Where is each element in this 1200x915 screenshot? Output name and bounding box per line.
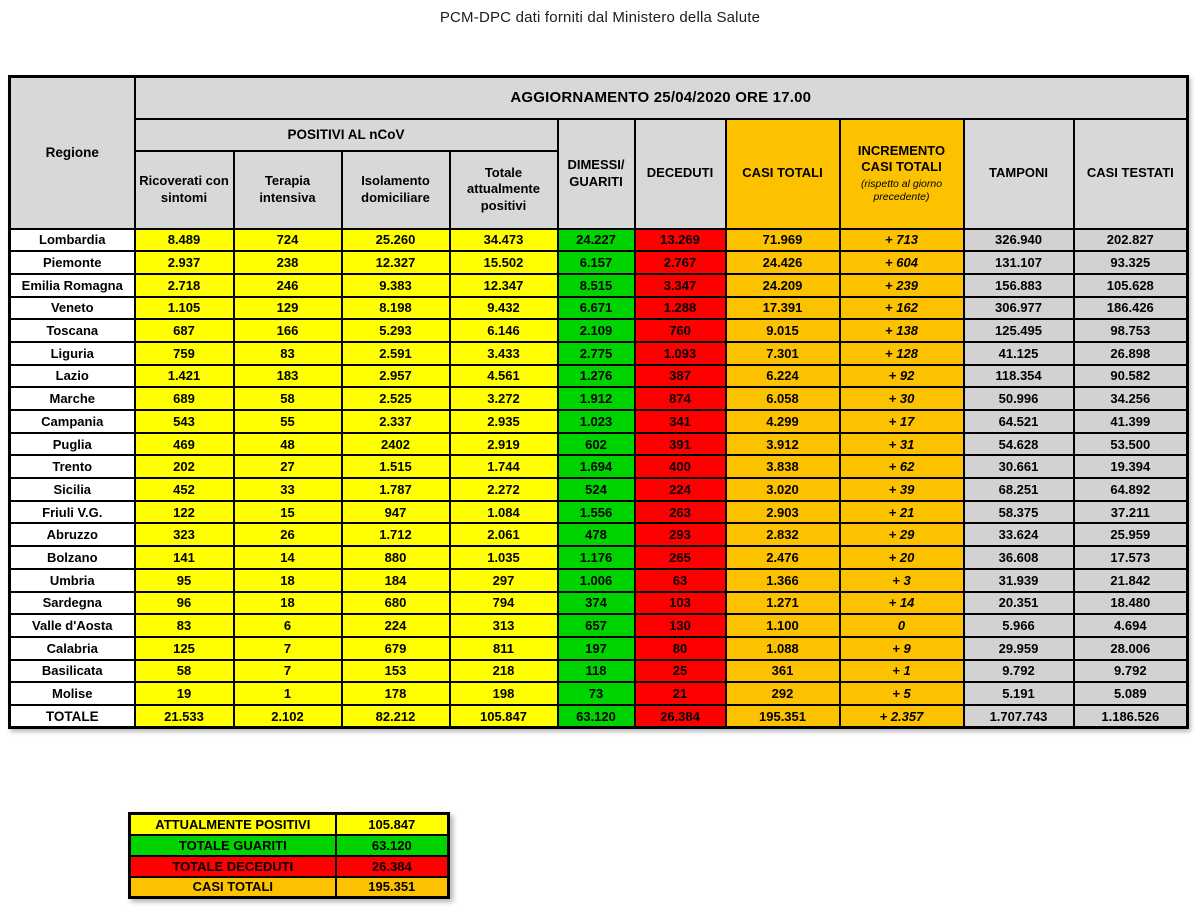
table-row <box>10 410 1188 433</box>
value-cell: 724 <box>234 229 342 252</box>
col-header-ricoverati: Ricoverati con sintomi <box>135 151 234 229</box>
value-cell: 21 <box>635 682 726 705</box>
value-cell: 33.624 <box>964 523 1074 546</box>
value-cell: 198 <box>450 682 558 705</box>
value-cell: + 2.357 <box>840 705 964 728</box>
value-cell: 25.959 <box>1074 523 1188 546</box>
value-cell: 5.191 <box>964 682 1074 705</box>
value-cell: 184 <box>342 569 450 592</box>
value-cell: 6.146 <box>450 319 558 342</box>
region-cell: Piemonte <box>10 251 135 274</box>
value-cell: 323 <box>135 523 234 546</box>
total-row <box>10 705 1188 728</box>
value-cell: 2.476 <box>726 546 840 569</box>
value-cell: 130 <box>635 614 726 637</box>
value-cell: 14 <box>234 546 342 569</box>
region-cell: Puglia <box>10 433 135 456</box>
value-cell: 6.224 <box>726 365 840 388</box>
value-cell: 129 <box>234 297 342 320</box>
region-cell: Abruzzo <box>10 523 135 546</box>
value-cell: 2.109 <box>558 319 635 342</box>
value-cell: 0 <box>840 614 964 637</box>
region-cell: Sardegna <box>10 592 135 615</box>
region-cell: Emilia Romagna <box>10 274 135 297</box>
value-cell: 3.272 <box>450 387 558 410</box>
value-cell: 122 <box>135 501 234 524</box>
value-cell: 54.628 <box>964 433 1074 456</box>
legend-label: CASI TOTALI <box>130 877 336 898</box>
region-cell: Umbria <box>10 569 135 592</box>
value-cell: 71.969 <box>726 229 840 252</box>
legend-row <box>130 814 449 835</box>
value-cell: 400 <box>635 455 726 478</box>
value-cell: 2.919 <box>450 433 558 456</box>
value-cell: 794 <box>450 592 558 615</box>
value-cell: 293 <box>635 523 726 546</box>
legend-body <box>130 814 449 898</box>
value-cell: 1.035 <box>450 546 558 569</box>
table-row <box>10 523 1188 546</box>
value-cell: 524 <box>558 478 635 501</box>
value-cell: + 128 <box>840 342 964 365</box>
col-header-isolamento: Isolamento domiciliare <box>342 151 450 229</box>
value-cell: 202 <box>135 455 234 478</box>
value-cell: 5.089 <box>1074 682 1188 705</box>
value-cell: 1.023 <box>558 410 635 433</box>
value-cell: 15.502 <box>450 251 558 274</box>
value-cell: + 29 <box>840 523 964 546</box>
covid-data-table <box>8 75 1189 729</box>
value-cell: 118.354 <box>964 365 1074 388</box>
legend-label: ATTUALMENTE POSITIVI <box>130 814 336 835</box>
value-cell: + 21 <box>840 501 964 524</box>
value-cell: 759 <box>135 342 234 365</box>
value-cell: 6.671 <box>558 297 635 320</box>
region-column-header: Regione <box>10 77 135 229</box>
value-cell: 178 <box>342 682 450 705</box>
value-cell: 50.996 <box>964 387 1074 410</box>
value-cell: 679 <box>342 637 450 660</box>
value-cell: 83 <box>234 342 342 365</box>
value-cell: 58 <box>135 660 234 683</box>
table-row <box>10 569 1188 592</box>
value-cell: 1.744 <box>450 455 558 478</box>
value-cell: 26 <box>234 523 342 546</box>
value-cell: + 3 <box>840 569 964 592</box>
value-cell: 263 <box>635 501 726 524</box>
value-cell: 24.426 <box>726 251 840 274</box>
col-header-totale-positivi: Totale attualmente positivi <box>450 151 558 229</box>
value-cell: 18 <box>234 592 342 615</box>
legend-row <box>130 877 449 898</box>
value-cell: 202.827 <box>1074 229 1188 252</box>
region-cell: Valle d'Aosta <box>10 614 135 637</box>
value-cell: 1.006 <box>558 569 635 592</box>
value-cell: 48 <box>234 433 342 456</box>
value-cell: 687 <box>135 319 234 342</box>
value-cell: 8.198 <box>342 297 450 320</box>
value-cell: + 31 <box>840 433 964 456</box>
value-cell: 30.661 <box>964 455 1074 478</box>
legend-label: TOTALE GUARITI <box>130 835 336 856</box>
value-cell: 326.940 <box>964 229 1074 252</box>
value-cell: + 1 <box>840 660 964 683</box>
value-cell: 1.100 <box>726 614 840 637</box>
value-cell: 5.966 <box>964 614 1074 637</box>
value-cell: 63 <box>635 569 726 592</box>
table-row <box>10 592 1188 615</box>
page-title: PCM-DPC dati forniti dal Ministero della Salute <box>439 9 761 26</box>
value-cell: 3.433 <box>450 342 558 365</box>
col-header-terapia-intensiva: Terapia intensiva <box>234 151 342 229</box>
value-cell: 657 <box>558 614 635 637</box>
value-cell: 1.105 <box>135 297 234 320</box>
value-cell: 34.256 <box>1074 387 1188 410</box>
value-cell: 33 <box>234 478 342 501</box>
value-cell: 374 <box>558 592 635 615</box>
value-cell: 9.432 <box>450 297 558 320</box>
value-cell: 2.957 <box>342 365 450 388</box>
table-row <box>10 251 1188 274</box>
value-cell: 2.832 <box>726 523 840 546</box>
col-header-casi-totali: CASI TOTALI <box>726 119 840 229</box>
value-cell: 195.351 <box>726 705 840 728</box>
table-row <box>10 387 1188 410</box>
value-cell: 34.473 <box>450 229 558 252</box>
value-cell: 1.712 <box>342 523 450 546</box>
value-cell: + 138 <box>840 319 964 342</box>
value-cell: 7 <box>234 637 342 660</box>
incremento-header-label: INCREMENTO CASI TOTALI <box>857 143 946 175</box>
legend-label: TOTALE DECEDUTI <box>130 856 336 877</box>
value-cell: 7 <box>234 660 342 683</box>
value-cell: 24.209 <box>726 274 840 297</box>
value-cell: 2.775 <box>558 342 635 365</box>
value-cell: 26.898 <box>1074 342 1188 365</box>
value-cell: 1.186.526 <box>1074 705 1188 728</box>
value-cell: 58 <box>234 387 342 410</box>
update-banner: AGGIORNAMENTO 25/04/2020 ORE 17.00 <box>135 77 1188 119</box>
value-cell: 1.707.743 <box>964 705 1074 728</box>
value-cell: 7.301 <box>726 342 840 365</box>
value-cell: 292 <box>726 682 840 705</box>
value-cell: 224 <box>342 614 450 637</box>
value-cell: 68.251 <box>964 478 1074 501</box>
value-cell: 6.058 <box>726 387 840 410</box>
value-cell: 186.426 <box>1074 297 1188 320</box>
value-cell: 63.120 <box>558 705 635 728</box>
value-cell: 29.959 <box>964 637 1074 660</box>
value-cell: 82.212 <box>342 705 450 728</box>
value-cell: 760 <box>635 319 726 342</box>
value-cell: + 92 <box>840 365 964 388</box>
value-cell: 1.176 <box>558 546 635 569</box>
value-cell: 12.347 <box>450 274 558 297</box>
value-cell: 64.892 <box>1074 478 1188 501</box>
region-cell: TOTALE <box>10 705 135 728</box>
value-cell: 156.883 <box>964 274 1074 297</box>
value-cell: 141 <box>135 546 234 569</box>
value-cell: 2.061 <box>450 523 558 546</box>
value-cell: 1 <box>234 682 342 705</box>
value-cell: 6.157 <box>558 251 635 274</box>
legend-row <box>130 835 449 856</box>
value-cell: 2.935 <box>450 410 558 433</box>
value-cell: 2.102 <box>234 705 342 728</box>
value-cell: 19.394 <box>1074 455 1188 478</box>
legend-value: 63.120 <box>336 835 449 856</box>
value-cell: + 62 <box>840 455 964 478</box>
value-cell: 238 <box>234 251 342 274</box>
value-cell: 3.020 <box>726 478 840 501</box>
value-cell: 341 <box>635 410 726 433</box>
value-cell: 25 <box>635 660 726 683</box>
value-cell: 4.561 <box>450 365 558 388</box>
value-cell: 1.366 <box>726 569 840 592</box>
table-row <box>10 682 1188 705</box>
value-cell: 1.093 <box>635 342 726 365</box>
value-cell: + 604 <box>840 251 964 274</box>
legend-row <box>130 856 449 877</box>
value-cell: 469 <box>135 433 234 456</box>
table-row <box>10 501 1188 524</box>
value-cell: 1.084 <box>450 501 558 524</box>
region-cell: Lazio <box>10 365 135 388</box>
value-cell: 19 <box>135 682 234 705</box>
region-cell: Molise <box>10 682 135 705</box>
value-cell: 13.269 <box>635 229 726 252</box>
region-cell: Toscana <box>10 319 135 342</box>
legend-value: 195.351 <box>336 877 449 898</box>
value-cell: 2.272 <box>450 478 558 501</box>
table-row <box>10 614 1188 637</box>
positivi-group-header: POSITIVI AL nCoV <box>135 119 558 151</box>
table-row <box>10 660 1188 683</box>
value-cell: 680 <box>342 592 450 615</box>
value-cell: 12.327 <box>342 251 450 274</box>
value-cell: 28.006 <box>1074 637 1188 660</box>
table-row <box>10 297 1188 320</box>
value-cell: 297 <box>450 569 558 592</box>
value-cell: 37.211 <box>1074 501 1188 524</box>
value-cell: 103 <box>635 592 726 615</box>
region-cell: Veneto <box>10 297 135 320</box>
value-cell: + 14 <box>840 592 964 615</box>
value-cell: 811 <box>450 637 558 660</box>
value-cell: 17.573 <box>1074 546 1188 569</box>
value-cell: 21.533 <box>135 705 234 728</box>
col-header-casi-testati: CASI TESTATI <box>1074 119 1188 229</box>
value-cell: 8.489 <box>135 229 234 252</box>
value-cell: 24.227 <box>558 229 635 252</box>
value-cell: 3.912 <box>726 433 840 456</box>
region-cell: Trento <box>10 455 135 478</box>
value-cell: 96 <box>135 592 234 615</box>
value-cell: + 239 <box>840 274 964 297</box>
value-cell: + 17 <box>840 410 964 433</box>
table-row <box>10 433 1188 456</box>
value-cell: 125 <box>135 637 234 660</box>
value-cell: 880 <box>342 546 450 569</box>
col-header-dimessi-guariti: DIMESSI/ GUARITI <box>558 119 635 229</box>
value-cell: 9.792 <box>1074 660 1188 683</box>
value-cell: 53.500 <box>1074 433 1188 456</box>
value-cell: 166 <box>234 319 342 342</box>
value-cell: 1.088 <box>726 637 840 660</box>
value-cell: 118 <box>558 660 635 683</box>
legend-value: 105.847 <box>336 814 449 835</box>
value-cell: + 39 <box>840 478 964 501</box>
value-cell: 105.628 <box>1074 274 1188 297</box>
value-cell: 9.792 <box>964 660 1074 683</box>
value-cell: 64.521 <box>964 410 1074 433</box>
table-row <box>10 342 1188 365</box>
value-cell: 58.375 <box>964 501 1074 524</box>
table-row <box>10 637 1188 660</box>
col-header-incremento <box>840 119 964 229</box>
table-row <box>10 546 1188 569</box>
value-cell: 153 <box>342 660 450 683</box>
value-cell: 3.838 <box>726 455 840 478</box>
value-cell: 131.107 <box>964 251 1074 274</box>
value-cell: 197 <box>558 637 635 660</box>
value-cell: 6 <box>234 614 342 637</box>
value-cell: 1.556 <box>558 501 635 524</box>
value-cell: 25.260 <box>342 229 450 252</box>
table-row <box>10 274 1188 297</box>
value-cell: 452 <box>135 478 234 501</box>
value-cell: 2402 <box>342 433 450 456</box>
value-cell: 1.271 <box>726 592 840 615</box>
region-cell: Basilicata <box>10 660 135 683</box>
value-cell: 95 <box>135 569 234 592</box>
value-cell: 41.399 <box>1074 410 1188 433</box>
value-cell: 391 <box>635 433 726 456</box>
value-cell: 246 <box>234 274 342 297</box>
region-cell: Bolzano <box>10 546 135 569</box>
value-cell: 1.421 <box>135 365 234 388</box>
region-cell: Liguria <box>10 342 135 365</box>
table-body <box>10 229 1188 728</box>
value-cell: 265 <box>635 546 726 569</box>
value-cell: 80 <box>635 637 726 660</box>
region-cell: Calabria <box>10 637 135 660</box>
value-cell: 361 <box>726 660 840 683</box>
value-cell: 5.293 <box>342 319 450 342</box>
value-cell: + 9 <box>840 637 964 660</box>
value-cell: 478 <box>558 523 635 546</box>
incremento-header-subtitle: (rispetto al giorno precedente) <box>860 177 943 203</box>
value-cell: 73 <box>558 682 635 705</box>
value-cell: 2.337 <box>342 410 450 433</box>
value-cell: 306.977 <box>964 297 1074 320</box>
value-cell: 2.937 <box>135 251 234 274</box>
value-cell: 602 <box>558 433 635 456</box>
value-cell: 17.391 <box>726 297 840 320</box>
value-cell: 4.299 <box>726 410 840 433</box>
region-cell: Marche <box>10 387 135 410</box>
value-cell: 31.939 <box>964 569 1074 592</box>
value-cell: 98.753 <box>1074 319 1188 342</box>
value-cell: 218 <box>450 660 558 683</box>
value-cell: 26.384 <box>635 705 726 728</box>
value-cell: 93.325 <box>1074 251 1188 274</box>
value-cell: 18 <box>234 569 342 592</box>
value-cell: 1.288 <box>635 297 726 320</box>
value-cell: 18.480 <box>1074 592 1188 615</box>
value-cell: 27 <box>234 455 342 478</box>
value-cell: 9.383 <box>342 274 450 297</box>
table-row <box>10 365 1188 388</box>
value-cell: 874 <box>635 387 726 410</box>
value-cell: + 30 <box>840 387 964 410</box>
value-cell: 387 <box>635 365 726 388</box>
value-cell: 125.495 <box>964 319 1074 342</box>
value-cell: 947 <box>342 501 450 524</box>
legend-value: 26.384 <box>336 856 449 877</box>
value-cell: + 20 <box>840 546 964 569</box>
value-cell: 83 <box>135 614 234 637</box>
value-cell: 8.515 <box>558 274 635 297</box>
value-cell: 1.694 <box>558 455 635 478</box>
table-row <box>10 229 1188 252</box>
value-cell: + 713 <box>840 229 964 252</box>
value-cell: 21.842 <box>1074 569 1188 592</box>
value-cell: + 5 <box>840 682 964 705</box>
col-header-deceduti: DECEDUTI <box>635 119 726 229</box>
summary-legend-table <box>128 812 450 899</box>
value-cell: 313 <box>450 614 558 637</box>
region-cell: Lombardia <box>10 229 135 252</box>
value-cell: 2.718 <box>135 274 234 297</box>
value-cell: 1.276 <box>558 365 635 388</box>
value-cell: 543 <box>135 410 234 433</box>
region-cell: Friuli V.G. <box>10 501 135 524</box>
value-cell: 20.351 <box>964 592 1074 615</box>
value-cell: 2.903 <box>726 501 840 524</box>
value-cell: 36.608 <box>964 546 1074 569</box>
value-cell: 41.125 <box>964 342 1074 365</box>
value-cell: 1.787 <box>342 478 450 501</box>
value-cell: 2.525 <box>342 387 450 410</box>
table-row <box>10 455 1188 478</box>
value-cell: 105.847 <box>450 705 558 728</box>
value-cell: 2.767 <box>635 251 726 274</box>
value-cell: + 162 <box>840 297 964 320</box>
value-cell: 15 <box>234 501 342 524</box>
value-cell: 4.694 <box>1074 614 1188 637</box>
value-cell: 1.515 <box>342 455 450 478</box>
value-cell: 689 <box>135 387 234 410</box>
table-row <box>10 319 1188 342</box>
value-cell: 1.912 <box>558 387 635 410</box>
value-cell: 55 <box>234 410 342 433</box>
table-row <box>10 478 1188 501</box>
col-header-tamponi: TAMPONI <box>964 119 1074 229</box>
value-cell: 2.591 <box>342 342 450 365</box>
value-cell: 183 <box>234 365 342 388</box>
region-cell: Campania <box>10 410 135 433</box>
value-cell: 3.347 <box>635 274 726 297</box>
region-cell: Sicilia <box>10 478 135 501</box>
value-cell: 9.015 <box>726 319 840 342</box>
value-cell: 224 <box>635 478 726 501</box>
value-cell: 90.582 <box>1074 365 1188 388</box>
